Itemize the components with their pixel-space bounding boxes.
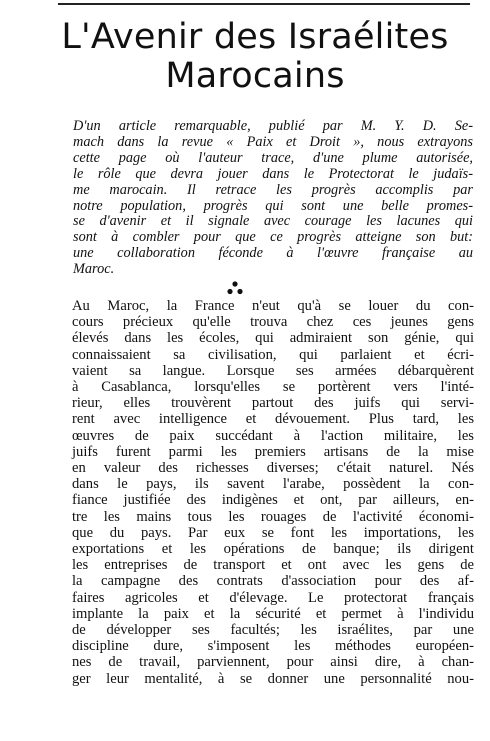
body-line: vaient sa langue. Lorsque ses armées débarquèrent <box>72 362 474 379</box>
body-line: de développer ses facultés; les israélites, par une <box>72 622 474 639</box>
intro-line: Maroc. <box>73 261 115 278</box>
intro-line: le rôle que devra jouer dans le Protectorat le judaïs- <box>73 165 473 182</box>
body-line: connaissaient sa civilisation, qui parlaient et écri- <box>72 346 474 363</box>
intro-line: notre population, progrès qui sont une belle promes- <box>73 197 473 214</box>
body-line: en valeur des richesses diverses; c'était naturel. Nés <box>72 460 474 477</box>
intro-line: cette page où l'auteur trace, d'une plume autorisée, <box>73 149 473 166</box>
body-line: rent avec intelligence et dévouement. Plus tard, les <box>72 411 474 428</box>
body-line: ger leur mentalité, à se donner une personnalité nou- <box>72 670 474 687</box>
body-line: les entreprises de transport et ont avec les gens de <box>72 557 474 574</box>
body-line: nes de travail, parviennent, pour ainsi dire, à chan- <box>72 654 474 671</box>
title-line: L'Avenir des Israélites <box>61 17 449 57</box>
intro-line: se d'avenir et il signale avec courage les lacunes qui <box>73 213 473 230</box>
article-intro <box>73 119 473 278</box>
body-line: élevés dans les écoles, qui admiraient son génie, qui <box>72 330 474 347</box>
article-body <box>72 298 474 687</box>
body-line: rieur, elles trouvèrent partout des juifs qui servi- <box>72 395 474 412</box>
body-line: œuvres de paix succédant à l'action militaire, les <box>72 427 474 444</box>
title-line: Marocains <box>165 56 345 96</box>
body-line: discipline dure, s'imposent les méthodes européen- <box>72 638 474 655</box>
intro-line: me marocain. Il retrace les progrès accomplis par <box>73 181 473 198</box>
body-line: cours précieux qu'elle trouva chez ces jeunes gens <box>72 314 474 331</box>
body-line: à Casablanca, lorsqu'elles se portèrent vers l'inté- <box>72 379 474 396</box>
body-line: tre les mains tous les rouages de l'activité économi- <box>72 508 474 525</box>
three-dots-ornament-icon <box>226 280 244 296</box>
article-title <box>30 18 480 96</box>
body-line: implante la paix et la sécurité et permet à l'individu <box>72 605 474 622</box>
intro-line: mach dans la revue « Paix et Droit », nous extrayons <box>73 133 473 150</box>
intro-line: une collaboration féconde à l'œuvre française au <box>73 245 473 262</box>
body-line: faires agricoles et d'élevage. Le protectorat français <box>72 589 474 606</box>
body-line: exportations et les opérations de banque; ils dirigent <box>72 541 474 558</box>
intro-line: sont à combler pour que ce progrès atteigne son but: <box>73 229 473 246</box>
body-line: dans le pays, ils savent l'arabe, possèdent la con- <box>72 476 474 493</box>
body-line: que du pays. Par eux se font les importations, les <box>72 524 474 541</box>
body-line: Au Maroc, la France n'eut qu'à se louer du con- <box>72 298 474 314</box>
body-line: la campagne des contrats d'association pour des af- <box>72 573 474 590</box>
body-line: juifs furent parmi les premiers artisans de la mise <box>72 443 474 460</box>
intro-line: D'un article remarquable, publié par M. Y. D. Se- <box>73 118 473 134</box>
top-rule <box>58 3 470 5</box>
body-line: fiance justifiée des indigènes et ont, par ailleurs, en- <box>72 492 474 509</box>
